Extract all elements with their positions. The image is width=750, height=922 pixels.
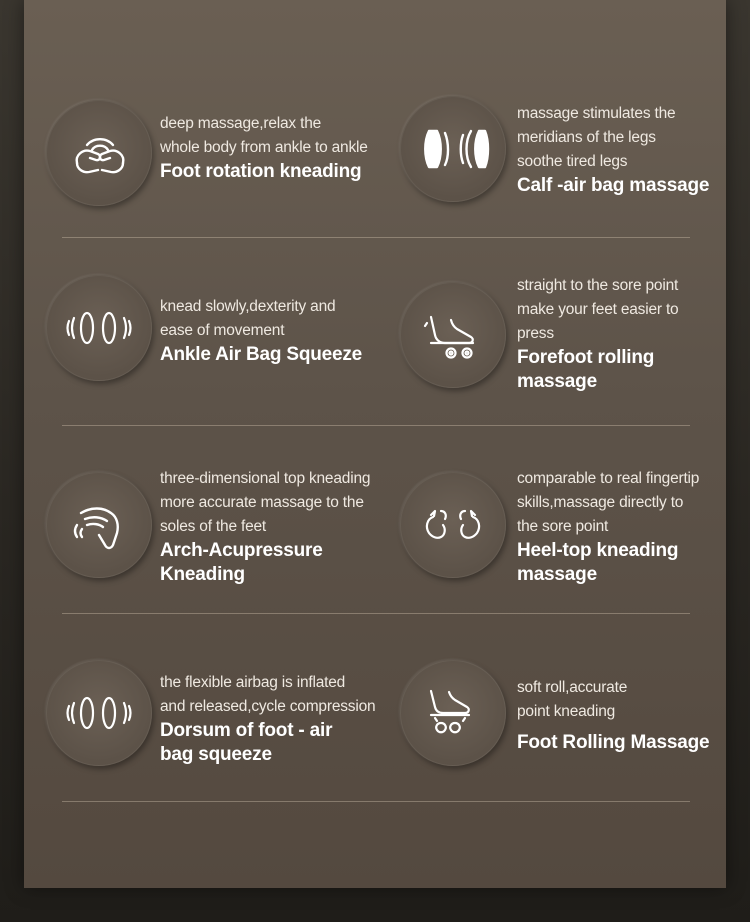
forefoot-rolling-icon [400,282,506,388]
title-line: Forefoot rolling [517,347,655,368]
description-line: deep massage,relax the [160,115,322,132]
feature-row [24,614,726,802]
title-line: massage [517,564,597,585]
description-line: massage stimulates the [517,105,676,122]
feature-description [517,274,732,346]
feature-description [160,112,400,160]
feature-item-ankle-airbag [24,238,364,426]
feature-title [160,539,400,587]
title-line: Calf -air bag massage [517,175,710,196]
ankle-airbag-icon [46,275,152,381]
description-line: three-dimensional top kneading [160,470,371,487]
feature-description [517,676,732,724]
description-line: soft roll,accurate [517,679,628,696]
description-line: meridians of the legs [517,129,656,146]
title-line: Heel-top kneading [517,540,679,561]
description-line: point kneading [517,703,616,720]
dorsum-airbag-icon [46,660,152,766]
description-line: the sore point [517,518,609,535]
feature-item-foot-rolling [375,614,715,802]
foot-rotation-icon [46,100,152,206]
feature-item-arch-acupressure [24,426,371,614]
heel-kneading-icon [400,472,506,578]
description-line: make your feet easier to [517,301,679,318]
description-line: ease of movement [160,322,285,339]
title-line: Kneading [160,564,245,585]
feature-item-calf-airbag [375,50,715,238]
features-panel [24,0,726,888]
description-line: the flexible airbag is inflated [160,674,346,691]
feature-title [517,346,732,394]
feature-item-heel-kneading [375,426,715,614]
description-line: straight to the sore point [517,277,679,294]
description-line: and released,cycle compression [160,698,376,715]
title-line: Foot rotation kneading [160,161,362,182]
description-line: comparable to real fingertip [517,470,700,487]
feature-row [24,238,726,426]
title-line: Foot Rolling Massage [517,732,710,753]
feature-title [160,160,400,184]
row-divider [62,801,690,802]
feature-title [160,719,405,767]
title-line: Ankle Air Bag Squeeze [160,344,363,365]
description-line: skills,massage directly to [517,494,684,511]
description-line: soothe tired legs [517,153,628,170]
feature-title [517,539,732,587]
feature-row [24,50,726,238]
feature-title [160,343,400,367]
feature-item-foot-rotation [24,50,368,238]
feature-description [517,102,732,174]
foot-rolling-icon [400,660,506,766]
feature-item-dorsum-airbag [24,614,376,802]
feature-description [517,467,732,539]
feature-description [160,671,405,719]
title-line: bag squeeze [160,744,272,765]
feature-title [517,174,732,198]
arch-acupressure-icon [46,472,152,578]
calf-airbag-icon [400,96,506,202]
feature-description [160,295,400,343]
description-line: knead slowly,dexterity and [160,298,336,315]
title-line: massage [517,371,597,392]
feature-row [24,426,726,614]
feature-item-forefoot-rolling [375,238,715,426]
description-line: more accurate massage to the [160,494,364,511]
title-line: Arch-Acupressure [160,540,323,561]
feature-title [517,731,732,755]
title-line: Dorsum of foot - air [160,720,333,741]
feature-description [160,467,400,539]
description-line: whole body from ankle to ankle [160,139,368,156]
description-line: soles of the feet [160,518,267,535]
description-line: press [517,325,554,342]
